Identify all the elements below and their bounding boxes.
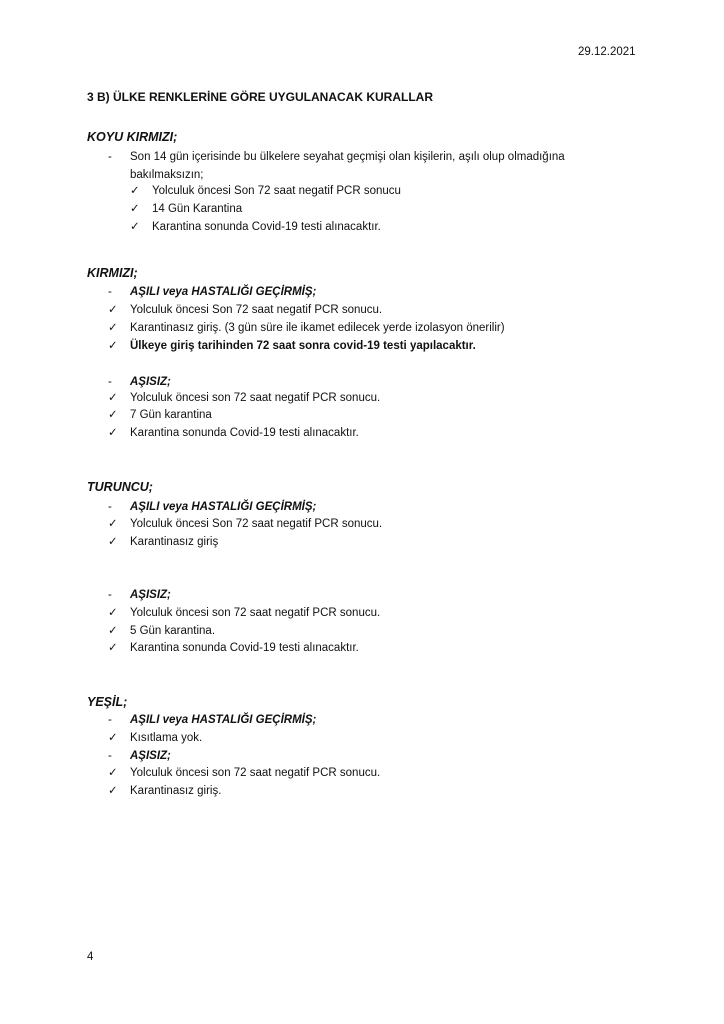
list-item: 5 Gün karantina.	[130, 625, 216, 637]
subheading-vaccinated: AŞILI veya HASTALIĞI GEÇİRMİŞ;	[130, 286, 317, 298]
list-item: Yolculuk öncesi son 72 saat negatif PCR sonucu.	[130, 607, 381, 619]
list-item: Yolculuk öncesi Son 72 saat negatif PCR sonucu.	[130, 518, 383, 530]
list-item: Karantina sonunda Covid-19 testi alınacaktır.	[130, 642, 359, 654]
check-icon: ✓	[108, 427, 118, 439]
list-item: Karantinasız giriş. (3 gün süre ile ikamet edilecek yerde izolasyon önerilir)	[130, 322, 505, 334]
check-icon: ✓	[108, 732, 118, 744]
list-item: Yolculuk öncesi Son 72 saat negatif PCR sonucu.	[130, 304, 383, 316]
check-icon: ✓	[108, 322, 118, 334]
intro-text: Son 14 gün içerisinde bu ülkelere seyahat geçmişi olan kişilerin, aşılı olup olmadığına	[130, 151, 565, 163]
subheading-unvaccinated: AŞISIZ;	[130, 589, 171, 601]
dash-marker: -	[108, 501, 112, 513]
header-date: 29.12.2021	[578, 46, 636, 58]
page-title: 3 B) ÜLKE RENKLERİNE GÖRE UYGULANACAK KURALLAR	[87, 90, 434, 104]
list-item: Yolculuk öncesi son 72 saat negatif PCR sonucu.	[130, 767, 381, 779]
list-item: Karantinasız giriş.	[130, 785, 222, 797]
dash-marker: -	[108, 286, 112, 298]
check-icon: ✓	[108, 304, 118, 316]
check-icon: ✓	[130, 203, 140, 215]
list-item: Karantinasız giriş	[130, 536, 219, 548]
check-icon: ✓	[108, 518, 118, 530]
check-icon: ✓	[108, 392, 118, 404]
list-item: Karantina sonunda Covid-19 testi alınacaktır.	[152, 221, 381, 233]
check-icon: ✓	[108, 409, 118, 421]
list-item: Karantina sonunda Covid-19 testi alınacaktır.	[130, 427, 359, 439]
list-item: Ülkeye giriş tarihinden 72 saat sonra covid-19 testi yapılacaktır.	[130, 340, 476, 352]
subheading-vaccinated: AŞILI veya HASTALIĞI GEÇİRMİŞ;	[130, 714, 317, 726]
dash-marker: -	[108, 750, 112, 762]
section-heading-turuncu: TURUNCU;	[87, 480, 153, 494]
subheading-unvaccinated: AŞISIZ;	[130, 750, 171, 762]
check-icon: ✓	[108, 607, 118, 619]
dash-marker: -	[108, 714, 112, 726]
section-heading-kirmizi: KIRMIZI;	[87, 266, 138, 280]
list-item: 14 Gün Karantina	[152, 203, 243, 215]
page-number: 4	[87, 951, 94, 963]
section-heading-yesil: YEŞİL;	[87, 695, 128, 709]
section-heading-koyu-kirmizi: KOYU KIRMIZI;	[87, 130, 178, 144]
check-icon: ✓	[108, 642, 118, 654]
list-item: Yolculuk öncesi son 72 saat negatif PCR sonucu.	[130, 392, 381, 404]
check-icon: ✓	[108, 536, 118, 548]
list-item: Kısıtlama yok.	[130, 732, 203, 744]
dash-marker: -	[108, 589, 112, 601]
list-item: 7 Gün karantina	[130, 409, 212, 421]
list-item: Yolculuk öncesi Son 72 saat negatif PCR sonucu	[152, 185, 401, 197]
dash-marker: -	[108, 376, 112, 388]
check-icon: ✓	[130, 221, 140, 233]
check-icon: ✓	[108, 785, 118, 797]
subheading-unvaccinated: AŞISIZ;	[130, 376, 171, 388]
dash-marker: -	[108, 151, 112, 163]
check-icon: ✓	[108, 767, 118, 779]
check-icon: ✓	[108, 340, 118, 352]
subheading-vaccinated: AŞILI veya HASTALIĞI GEÇİRMİŞ;	[130, 501, 317, 513]
check-icon: ✓	[108, 625, 118, 637]
intro-text: bakılmaksızın;	[130, 169, 204, 181]
check-icon: ✓	[130, 185, 140, 197]
